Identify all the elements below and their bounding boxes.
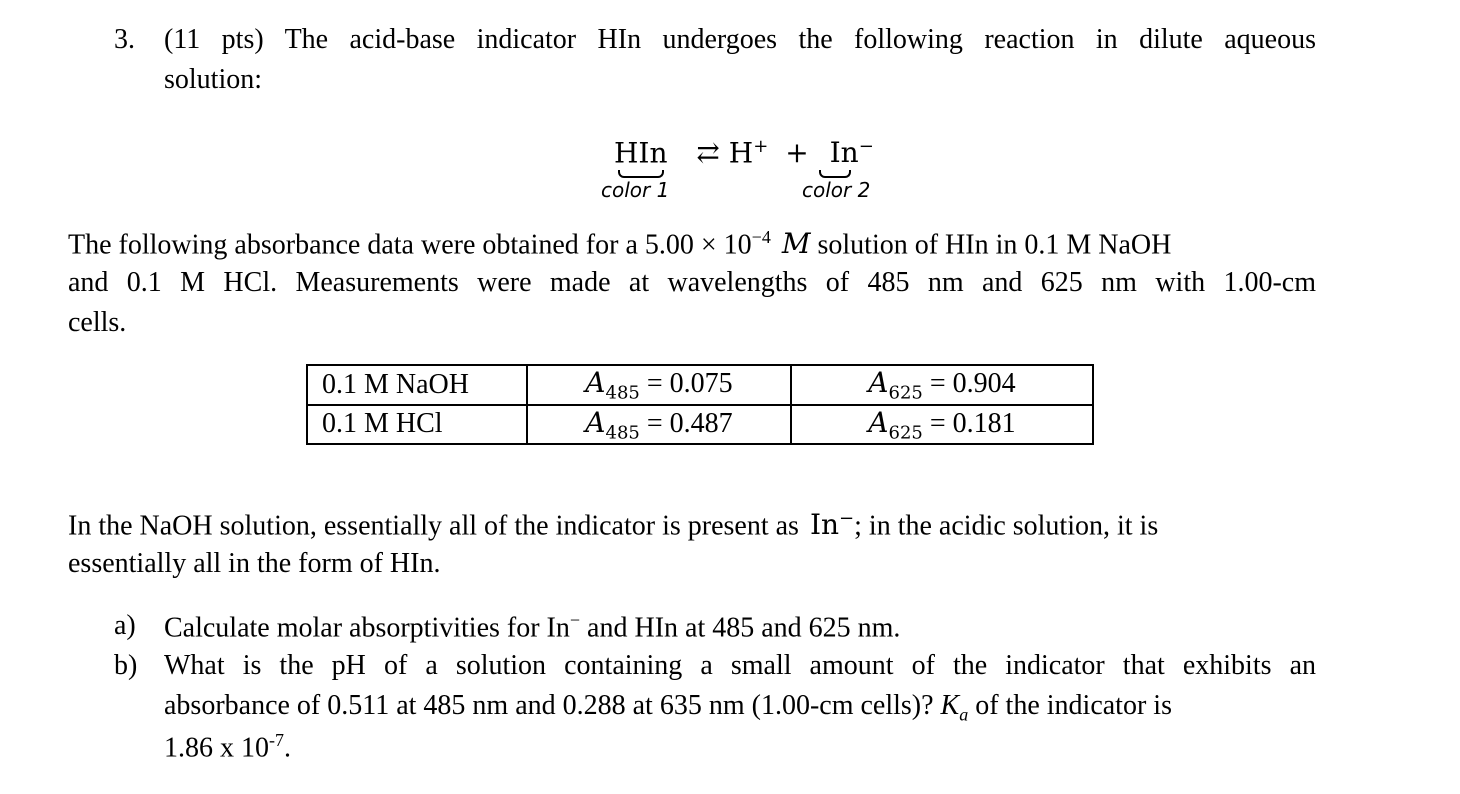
paragraph-2-line-2: essentially all in the form of HIn. bbox=[68, 548, 441, 579]
question-line-2: solution: bbox=[164, 64, 263, 95]
reactant-hin: HIn bbox=[614, 136, 668, 170]
absorbance-table bbox=[306, 364, 1094, 445]
part-a-label: a) bbox=[114, 610, 136, 641]
proton-charge: + bbox=[753, 136, 769, 157]
underbrace-in bbox=[819, 170, 851, 178]
color-2-label: color 2 bbox=[802, 178, 871, 202]
a625-cell: $A_{625} = 0.181$ bbox=[791, 405, 1093, 445]
equilibrium-arrow-icon: ⇄ bbox=[696, 136, 720, 170]
proton: H bbox=[728, 136, 754, 170]
part-b-line-1: What is the pH of a solution containing a small amount of the indicator that exhibits an bbox=[164, 650, 1316, 681]
a625-cell: $A_{625} = 0.904$ bbox=[791, 365, 1093, 405]
table-row bbox=[307, 405, 1093, 445]
paragraph-2-line-1: In the NaOH solution, essentially all of the indicator is present as In−; in the acidic solution, it is bbox=[68, 508, 1159, 542]
product-charge: − bbox=[858, 136, 874, 157]
a485-cell: $A_{485} = 0.075$ bbox=[527, 365, 791, 405]
paragraph-1-line-3: cells. bbox=[68, 307, 127, 338]
table-row bbox=[307, 365, 1093, 405]
color-1-label: color 1 bbox=[601, 178, 670, 202]
paragraph-1-line-2: and 0.1 M HCl. Measurements were made at wavelengths of 485 nm and 625 nm with 1.00-cm bbox=[68, 267, 1316, 298]
part-b-line-2: absorbance of 0.511 at 485 nm and 0.288 at 635 nm (1.00-cm cells)? $K_a$ of the indicator is bbox=[164, 690, 1172, 725]
question-number: 3. bbox=[114, 24, 135, 55]
solution-cell: 0.1 M NaOH bbox=[307, 365, 527, 405]
question-line-1: (11 pts) The acid-base indicator HIn undergoes the following reaction in dilute aqueous bbox=[164, 24, 1316, 55]
equation bbox=[614, 136, 874, 169]
underbrace-hin bbox=[618, 170, 664, 178]
paragraph-1-line-1: The following absorbance data were obtained for a $5.00 \times 10^{-4}$ M solution of HIn in 0.1 M NaOH bbox=[68, 227, 1172, 261]
part-a-text: Calculate molar absorptivities for In− and HIn at 485 and 625 nm. bbox=[164, 610, 901, 644]
product-in: In bbox=[829, 136, 859, 170]
plus-sign: + bbox=[785, 136, 809, 170]
solution-cell: 0.1 M HCl bbox=[307, 405, 527, 445]
part-b-label: b) bbox=[114, 650, 138, 681]
a485-cell: $A_{485} = 0.487$ bbox=[527, 405, 791, 445]
part-b-line-3: 1.86 x $10^{-7}$. bbox=[164, 730, 291, 764]
